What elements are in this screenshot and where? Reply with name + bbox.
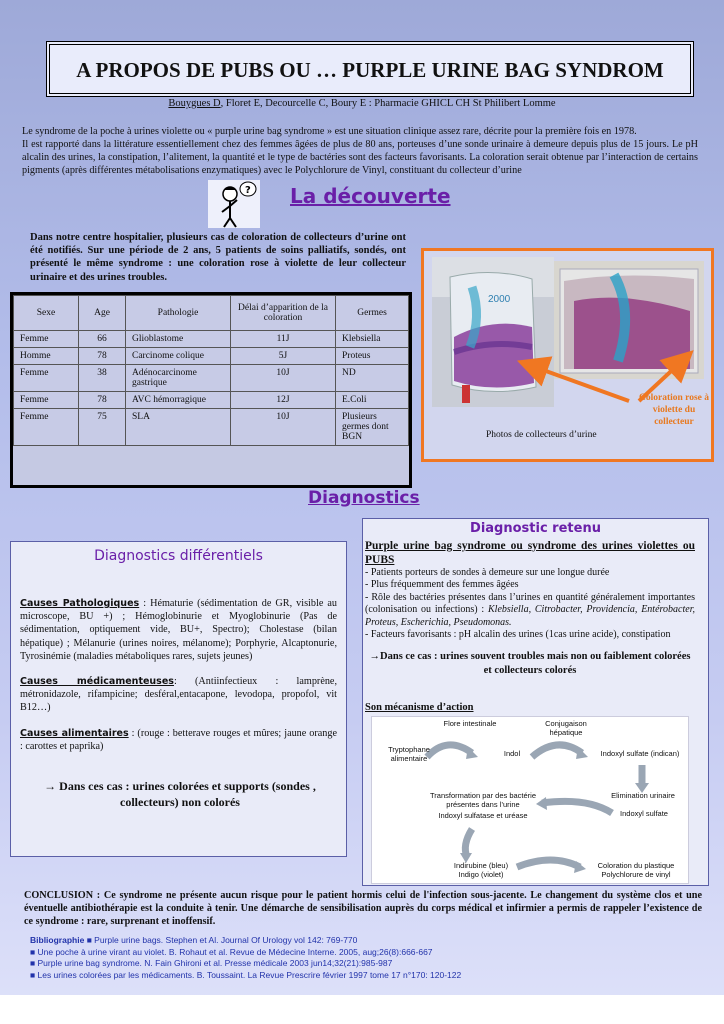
- ali-text: : (rouge : betterave rouges et mûres; jaune orange : carottes et paprika): [20, 727, 337, 752]
- cell-age: 78: [79, 392, 126, 409]
- retenu-item: - Plus fréquemment des femmes âgées: [365, 579, 519, 591]
- node-indoxyl-sulfate: Indoxyl sulfate: [620, 809, 668, 818]
- bag-print-label: 2000: [488, 294, 511, 305]
- cell-delai: 5J: [231, 348, 336, 365]
- cell-sexe: Femme: [14, 392, 79, 409]
- col-germes: Germes: [336, 296, 409, 331]
- cell-germes: Proteus: [336, 348, 409, 365]
- retenu-item: [365, 592, 695, 629]
- cell-pathologie: SLA: [126, 409, 231, 446]
- cell-age: 75: [79, 409, 126, 446]
- causes-alimentaires: [20, 727, 337, 753]
- decouverte-text: Dans notre centre hospitalier, plusieurs cas de coloration de collecteurs d’urine ont été notifiés. Sur une période de 2 ans, 5 patients de soins palliatifs, sondés, ont présenté le même syndrome : une coloration rose à violette de leur collecteur urinaire et des urines troubles.: [30, 232, 406, 283]
- col-age: Age: [79, 296, 126, 331]
- ali-label: Causes alimentaires: [20, 727, 129, 739]
- col-pathologie: Pathologie: [126, 296, 231, 331]
- cell-germes: Klebsiella: [336, 331, 409, 348]
- first-author: Bouygues D: [168, 98, 221, 109]
- node-transformation: Transformation par des bactérie présentes dans l’urine: [429, 791, 537, 809]
- table-row: [14, 348, 409, 365]
- node-coloration: Coloration du plastique Polychlorure de vinyl: [597, 861, 675, 879]
- differentiels-conclusion: → Dans ces cas : urines colorées et supports (sondes , collecteurs) non colorés: [44, 779, 316, 809]
- table-row: [14, 409, 409, 446]
- node-elimination: Elimination urinaire: [611, 791, 675, 800]
- cell-pathologie: Carcinome colique: [126, 348, 231, 365]
- svg-text:?: ?: [245, 185, 251, 196]
- bib-ref: ■ Une poche à urine virant au violet. B. Rohaut et al. Revue de Médecine Interne. 2005, aug;26(8):666-667: [30, 946, 433, 957]
- node-indol: Indol: [503, 749, 521, 758]
- table-row: [14, 331, 409, 348]
- diagnostics-differentiels-box: [10, 541, 347, 857]
- table-row: [14, 392, 409, 409]
- cell-delai: 11J: [231, 331, 336, 348]
- cell-sexe: Femme: [14, 365, 79, 392]
- cell-delai: 12J: [231, 392, 336, 409]
- mecanisme-title: Son mécanisme d’action: [365, 702, 474, 713]
- path-label: Causes Pathologiques: [20, 598, 140, 609]
- mecanisme-diagram: [371, 716, 689, 884]
- path-text: : Hématurie (sédimentation de GR, visible au microscope, BU +) ; Hémoglobinurie et Myoglobinurie (Pas de sédimentation, optiquement vide, BU+, Spectro); Cholestase (bilan hépatique) ; Mélanurie (urines noires, mélanome); Porphyrie, Alcaptonurie, Tyrosinémie (maladies métaboliques rares, sujets jeunes): [20, 598, 338, 662]
- retenu-item: - Patients porteurs de sondes à demeure sur une longue durée: [365, 567, 610, 578]
- retenu-heading: Purple urine bag syndrome ou syndrome des urines violettes ou PUBS: [365, 540, 695, 566]
- cell-germes: Plusieurs germes dont BGN: [336, 409, 409, 446]
- node-flore: Flore intestinale: [443, 719, 497, 728]
- bib-label: Bibliographie: [30, 935, 85, 945]
- cell-age: 78: [79, 348, 126, 365]
- section-title-decouverte: La découverte: [290, 184, 451, 208]
- cell-pathologie: AVC hémorragique: [126, 392, 231, 409]
- cell-pathologie: Adénocarcinome gastrique: [126, 365, 231, 392]
- cell-age: 66: [79, 331, 126, 348]
- intro-line-2: Il est rapporté dans la littérature essentiellement chez des femmes âgées de plus de 80 ans, porteuses d’une sonde urinaire à demeure depuis plus de 15 jours. Le pH alcalin des urines, la constipation, l’alitement, la quantité et le type de bactéries sont des facteurs favorisants. La coloration serait obtenue par l’interaction de certains pigments (après différentes métabolisations enzymatiques) avec le Polychlorure de Vinyl, constituant du collecteur d’urine: [22, 139, 698, 176]
- intro-line-1: Le syndrome de la poche à urines violette ou « purple urine bag syndrome » est une situation clinique assez rare, décrite pour la première fois en 1978.: [22, 126, 637, 137]
- poster-title: A PROPOS DE PUBS OU … PURPLE URINE BAG SYNDROM: [76, 58, 664, 82]
- section-title-diagnostics: Diagnostics: [308, 488, 420, 508]
- col-sexe: Sexe: [14, 296, 79, 331]
- causes-pathologiques: [20, 597, 337, 663]
- diagnostic-retenu-box: [362, 518, 709, 886]
- node-conjugaison: Conjugaison hépatique: [545, 719, 587, 737]
- cell-pathologie: Glioblastome: [126, 331, 231, 348]
- retenu-title: Diagnostic retenu: [470, 521, 601, 536]
- retenu-item-text: - Rôle des bactéries présentes dans l’urines en quantité généralement importantes (colonisation ou infections) :: [365, 591, 695, 616]
- cell-sexe: Femme: [14, 409, 79, 446]
- conclusion: CONCLUSION : Ce syndrome ne présente aucun risque pour le patient hormis celui de l'infection sous-jacente. Le changement du système clos et une éventuelle antibiothérapie est la conduite à tenir. Une démarche de sensibilisation auprès du corps médical et infirmier a permis de rappeler l’existence de ce syndrome : rare, surprenant et inoffensif.: [24, 890, 702, 927]
- retenu-item: - Facteurs favorisants : pH alcalin des urines (1cas urine acide), constipation: [365, 629, 671, 641]
- med-label: Causes médicamenteuses: [20, 676, 174, 688]
- causes-medicamenteuses: [20, 675, 337, 715]
- cell-age: 38: [79, 365, 126, 392]
- bib-line-1: [30, 935, 700, 947]
- differentiels-title: Diagnostics différentiels: [94, 548, 263, 564]
- thinking-person-icon: [208, 180, 260, 228]
- med-text: : (Antiinfectieux : lamprène, métronidazole, rifampicine; desféral,entacapone, levodopa, propofol, vit B12…): [20, 676, 337, 714]
- bib-ref: ■ Les urines colorées par les médicaments. B. Toussaint. La Revue Prescrire février 1997 tome 17 n°170: 120-122: [30, 969, 462, 980]
- authors: [0, 98, 724, 109]
- other-authors: , Floret E, Decourcelle C, Boury E : Pharmacie GHICL CH St Philibert Lomme: [220, 98, 556, 109]
- node-tryptophane: Tryptophane alimentaire: [388, 745, 430, 763]
- introduction: [22, 125, 698, 177]
- title-box: [46, 41, 694, 97]
- cell-delai: 10J: [231, 409, 336, 446]
- cell-sexe: Femme: [14, 331, 79, 348]
- node-sulfatase: Indoxyl sulfatase et uréase: [438, 811, 528, 820]
- photos-caption: Photos de collecteurs d’urine: [486, 430, 597, 440]
- bib-ref: ■ Purple urine bags. Stephen et Al. Journal Of Urology vol 142: 769-770: [86, 935, 358, 945]
- cell-sexe: Homme: [14, 348, 79, 365]
- cell-germes: ND: [336, 365, 409, 392]
- bibliography: [30, 935, 700, 981]
- bacteria-list: Klebsiella, Citrobacter, Providencia, Entérobacter, Proteus, Escherichia, Pseudomonas.: [365, 604, 695, 628]
- bottom-band: [0, 995, 724, 1024]
- patients-table: [10, 292, 412, 488]
- table-row: [14, 365, 409, 392]
- bib-ref: ■ Purple urine bag syndrome. N. Fain Ghironi et al. Presse médicale 2003 jun14;32(21):985-987: [30, 958, 393, 968]
- coloration-note: Coloration rose à violette du collecteur: [638, 393, 709, 427]
- node-indirubine: Indirubine (bleu) Indigo (violet): [453, 861, 509, 879]
- node-indoxyl-indican: Indoxyl sulfate (indican): [600, 749, 680, 758]
- col-delai: Délai d’apparition de la coloration: [231, 296, 336, 331]
- cell-delai: 10J: [231, 365, 336, 392]
- retenu-conclusion: →Dans ce cas : urines souvent troubles mais non ou faiblement colorées et collecteurs colorés: [369, 651, 691, 677]
- cell-germes: E.Coli: [336, 392, 409, 409]
